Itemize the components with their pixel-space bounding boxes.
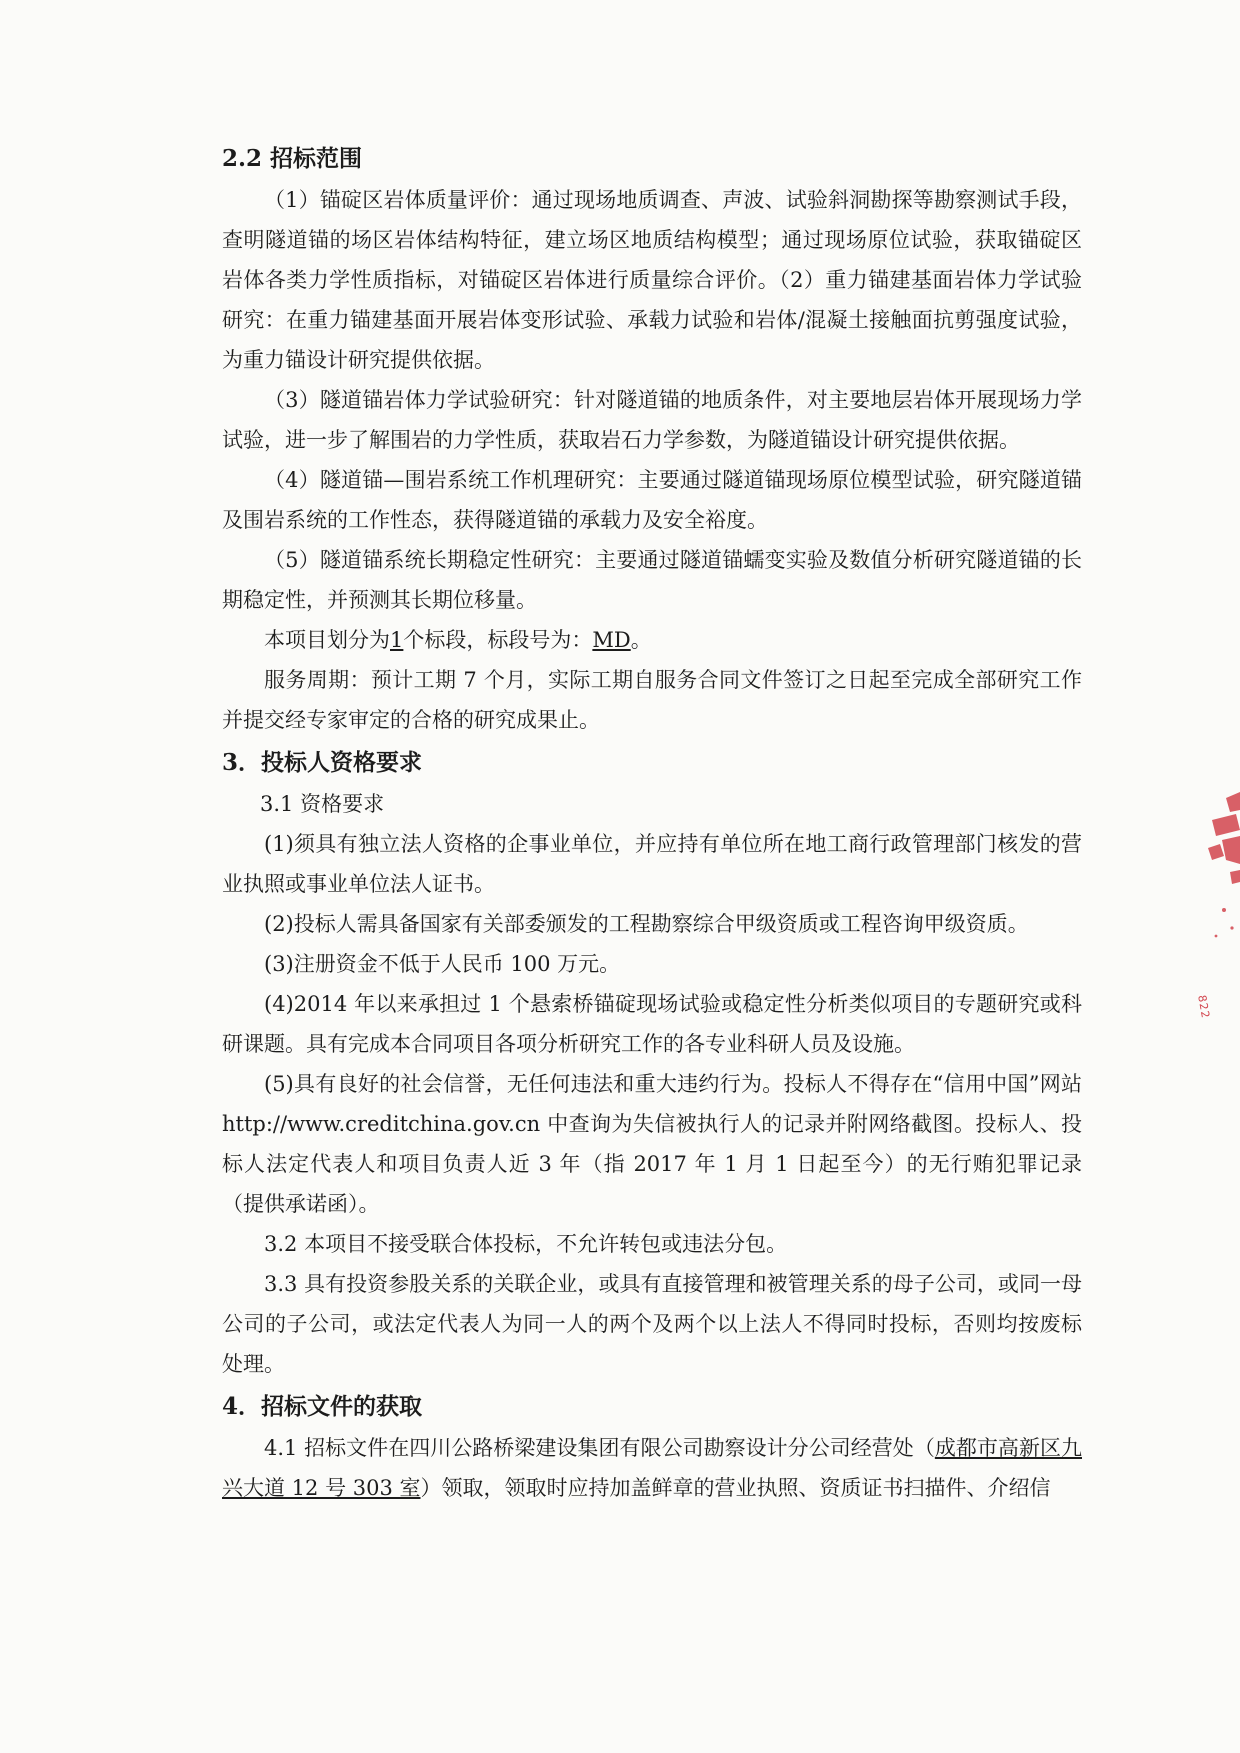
document-body — [222, 138, 1082, 1508]
seal-number: 822 — [1195, 994, 1213, 1020]
lots-prefix: 本项目划分为 — [264, 628, 390, 652]
lots-middle: 个标段，标段号为： — [403, 628, 593, 652]
section-3-title: 3．投标人资格要求 — [222, 749, 423, 776]
scope-item-4: （4）隧道锚—围岩系统工作机理研究：主要通过隧道锚现场原位模型试验，研究隧道锚及围岩系统的工作性态，获得隧道锚的承载力及安全裕度。 — [222, 468, 1082, 532]
subsection-3-2: 3.2 本项目不接受联合体投标，不允许转包或违法分包。 — [264, 1232, 788, 1256]
scope-item-3: （3）隧道锚岩体力学试验研究：针对隧道锚的地质条件，对主要地层岩体开展现场力学试验，进一步了解围岩的力学性质，获取岩石力学参数，为隧道锚设计研究提供依据。 — [222, 388, 1082, 452]
requirement-5: (5)具有良好的社会信誉，无任何违法和重大违约行为。投标人不得存在“信用中国”网站 http://www.creditchina.gov.cn 中查询为失信被执行人的记录并附网络截图。投标人、投标人法定代表人和项目负责人近 3 年（指 2017 年 1 月 1 日起至今）的无行贿犯罪记录（提供承诺函）。 — [222, 1072, 1082, 1216]
lots-count: 1 — [390, 628, 404, 652]
scope-item-5: （5）隧道锚系统长期稳定性研究：主要通过隧道锚蠕变实验及数值分析研究隧道锚的长期稳定性，并预测其长期位移量。 — [222, 548, 1082, 612]
p41-suffix: ）领取，领取时应持加盖鲜章的营业执照、资质证书扫描件、介绍信 — [420, 1476, 1051, 1500]
scope-item-1-2: （1）锚碇区岩体质量评价：通过现场地质调查、声波、试验斜洞勘探等勘察测试手段，查明隧道锚的场区岩体结构特征，建立场区地质结构模型；通过现场原位试验，获取锚碇区岩体各类力学性质指标，对锚碇区岩体进行质量综合评价。（2）重力锚建基面岩体力学试验研究：在重力锚建基面开展岩体变形试验、承载力试验和岩体/混凝土接触面抗剪强度试验，为重力锚设计研究提供依据。 — [222, 188, 1082, 372]
p41-prefix: 4.1 招标文件在四川公路桥梁建设集团有限公司勘察设计分公司经营处（ — [264, 1436, 935, 1460]
requirement-1: (1)须具有独立法人资格的企事业单位，并应持有单位所在地工商行政管理部门核发的营业执照或事业单位法人证书。 — [222, 832, 1082, 896]
subsection-4-1 — [222, 1428, 1082, 1508]
lots-suffix: 。 — [630, 628, 652, 652]
p41-address: 成都市高新区九兴大道 12 号 303 室 — [222, 1436, 1082, 1500]
service-period: 服务周期：预计工期 7 个月，实际工期自服务合同文件签订之日起至完成全部研究工作并提交经专家审定的合格的研究成果止。 — [222, 668, 1082, 732]
requirement-3: (3)注册资金不低于人民币 100 万元。 — [264, 952, 621, 976]
requirement-2: (2)投标人需具备国家有关部委颁发的工程勘察综合甲级资质或工程咨询甲级资质。 — [264, 912, 1029, 936]
subsection-3-3: 3.3 具有投资参股关系的关联企业，或具有直接管理和被管理关系的母子公司，或同一母公司的子公司，或法定代表人为同一人的两个及两个以上法人不得同时投标，否则均按废标处理。 — [222, 1272, 1082, 1376]
requirement-4: (4)2014 年以来承担过 1 个悬索桥锚碇现场试验或稳定性分析类似项目的专题研究或科研课题。具有完成本合同项目各项分析研究工作的各专业科研人员及设施。 — [222, 992, 1082, 1056]
section-2-2-title: 2.2 招标范围 — [222, 145, 363, 172]
section-4-title: 4．招标文件的获取 — [222, 1393, 423, 1420]
subsection-3-1-title: 3.1 资格要求 — [260, 792, 385, 816]
lots-code: MD — [592, 628, 631, 652]
red-seal-fragment-icon — [1196, 790, 1240, 950]
lots-statement — [222, 620, 1082, 660]
